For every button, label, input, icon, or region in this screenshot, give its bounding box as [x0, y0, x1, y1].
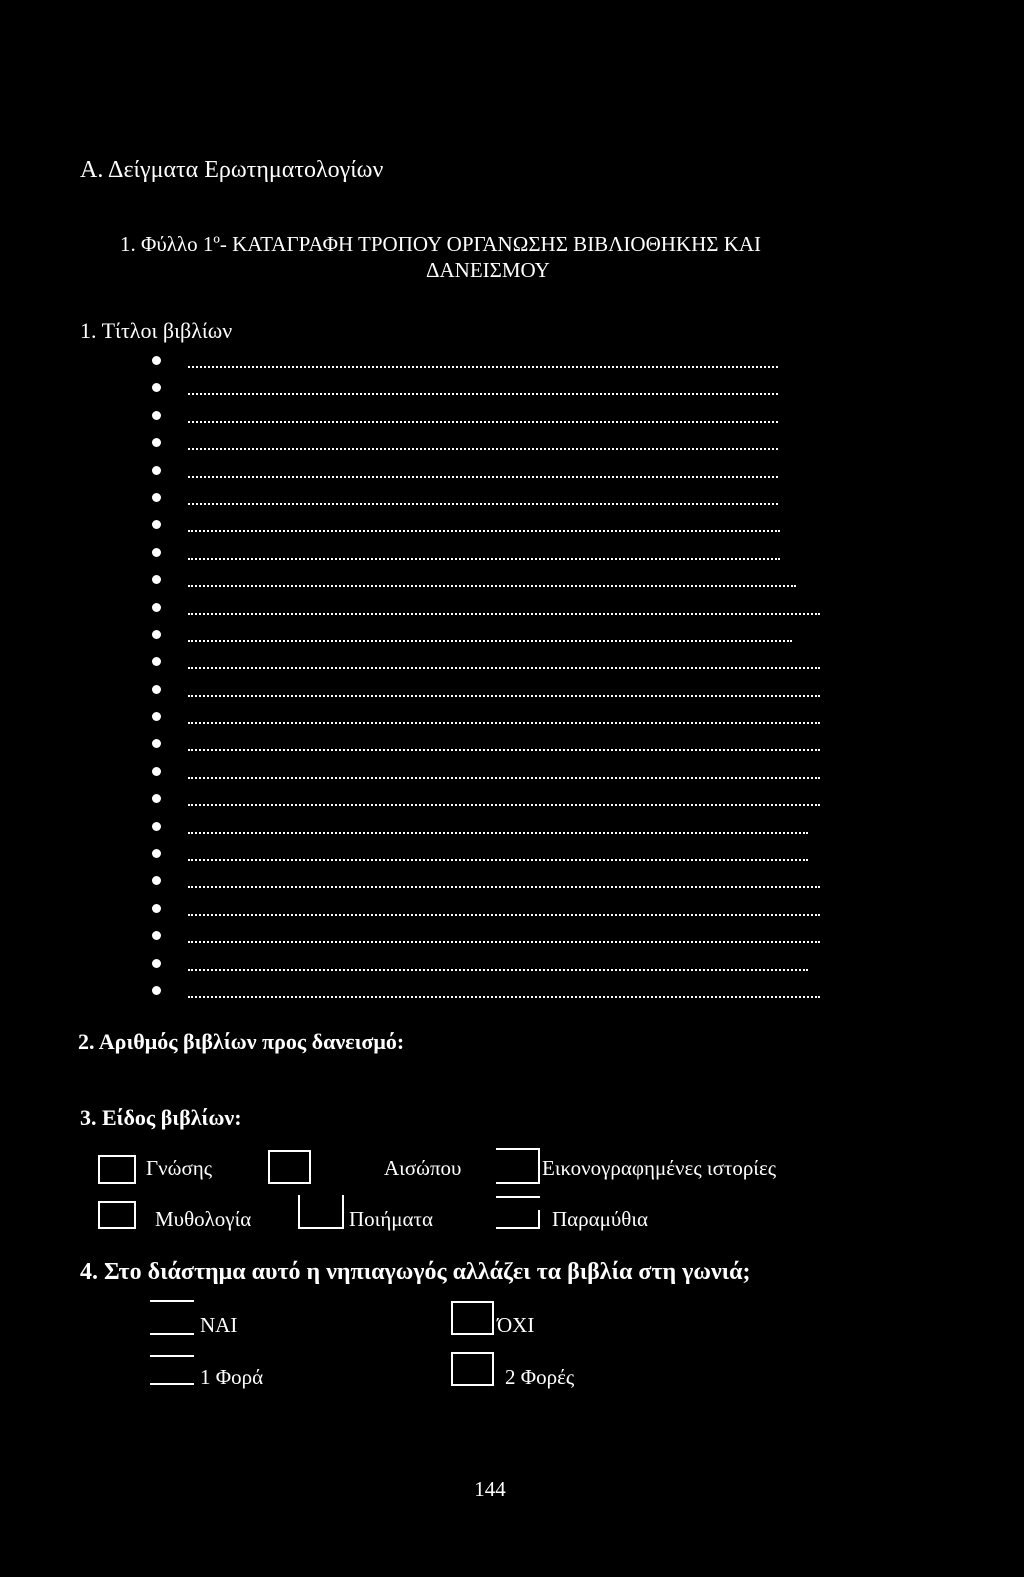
question-number-of-books: 2. Αριθμός βιβλίων προς δανεισμό:	[78, 1029, 405, 1054]
checkbox-poems-left	[298, 1195, 300, 1229]
checkbox-fairytales-top	[496, 1196, 540, 1198]
dotted-line	[188, 832, 808, 834]
checkbox-twice[interactable]	[451, 1352, 494, 1386]
page-number	[0, 1477, 1024, 1502]
form-title-line2: ΔΑΝΕΙΣΜΟΥ	[426, 258, 550, 282]
dotted-line	[188, 421, 778, 423]
option-aesop-label: Αισώπου	[384, 1156, 462, 1180]
bullet-icon	[152, 548, 161, 557]
checkbox-yes-top	[150, 1300, 194, 1302]
bullet-icon	[152, 712, 161, 721]
dotted-line	[188, 804, 820, 806]
dotted-line	[188, 366, 778, 368]
checkbox-aesop[interactable]	[268, 1150, 311, 1184]
bullet-icon	[152, 931, 161, 940]
dotted-line	[188, 749, 820, 751]
book-title-blank[interactable]	[150, 703, 830, 730]
book-title-blank[interactable]	[150, 539, 830, 566]
dotted-line	[188, 640, 792, 642]
bullet-icon	[152, 986, 161, 995]
book-title-blank[interactable]	[150, 566, 830, 593]
checkbox-once-top	[150, 1355, 194, 1357]
bullet-icon	[152, 657, 161, 666]
bullet-icon	[152, 438, 161, 447]
option-knowledge-label: Γνώσης	[146, 1156, 213, 1180]
dotted-line	[188, 996, 820, 998]
book-title-blank[interactable]	[150, 758, 830, 785]
bullet-icon	[152, 904, 161, 913]
question-book-type: 3. Είδος βιβλίων:	[80, 1105, 242, 1130]
book-title-blank[interactable]	[150, 511, 830, 538]
checkbox-once[interactable]	[150, 1383, 194, 1385]
book-title-blank[interactable]	[150, 429, 830, 456]
checkbox-illustrated-top	[496, 1148, 540, 1150]
book-title-blank[interactable]	[150, 676, 830, 703]
book-title-blank[interactable]	[150, 895, 830, 922]
book-title-blank[interactable]	[150, 730, 830, 757]
dotted-line	[188, 585, 796, 587]
book-title-blank[interactable]	[150, 374, 830, 401]
dotted-line	[188, 695, 820, 697]
book-title-blank[interactable]	[150, 867, 830, 894]
dotted-line	[188, 448, 778, 450]
bullet-icon	[152, 822, 161, 831]
bullet-icon	[152, 630, 161, 639]
bullet-icon	[152, 685, 161, 694]
question-book-titles: 1. Τίτλοι βιβλίων	[80, 318, 233, 343]
checkbox-fairytales-side	[538, 1210, 540, 1229]
book-title-blank[interactable]	[150, 977, 830, 1004]
option-once-label: 1 Φορά	[200, 1365, 264, 1389]
bullet-icon	[152, 383, 161, 392]
checkbox-yes[interactable]	[150, 1333, 194, 1335]
bullet-icon	[152, 356, 161, 365]
option-twice-label: 2 Φορές	[505, 1365, 575, 1389]
checkbox-illustrated-side	[538, 1148, 540, 1184]
bullet-icon	[152, 876, 161, 885]
dotted-line	[188, 859, 808, 861]
dotted-line	[188, 722, 820, 724]
checkbox-knowledge[interactable]	[98, 1155, 136, 1184]
page-number-text: 144	[474, 1477, 506, 1501]
dotted-line	[188, 393, 778, 395]
book-title-blank[interactable]	[150, 785, 830, 812]
dotted-line	[188, 503, 778, 505]
section-title: Α. Δείγματα Ερωτηματολογίων	[80, 157, 384, 183]
bullet-icon	[152, 493, 161, 502]
dotted-line	[188, 613, 820, 615]
book-title-blank[interactable]	[150, 457, 830, 484]
book-title-list	[150, 347, 830, 1004]
checkbox-poems[interactable]	[298, 1227, 344, 1229]
book-title-blank[interactable]	[150, 648, 830, 675]
bullet-icon	[152, 575, 161, 584]
option-mythology-label: Μυθολογία	[155, 1207, 252, 1231]
bullet-icon	[152, 603, 161, 612]
dotted-line	[188, 777, 820, 779]
dotted-line	[188, 476, 778, 478]
dotted-line	[188, 667, 820, 669]
dotted-line	[188, 941, 820, 943]
bullet-icon	[152, 411, 161, 420]
bullet-icon	[152, 849, 161, 858]
book-title-blank[interactable]	[150, 922, 830, 949]
bullet-icon	[152, 959, 161, 968]
dotted-line	[188, 914, 820, 916]
book-title-blank[interactable]	[150, 840, 830, 867]
dotted-line	[188, 886, 820, 888]
bullet-icon	[152, 466, 161, 475]
option-fairytales-label: Παραμύθια	[552, 1207, 649, 1231]
bullet-icon	[152, 794, 161, 803]
book-title-blank[interactable]	[150, 813, 830, 840]
bullet-icon	[152, 739, 161, 748]
checkbox-mythology[interactable]	[98, 1201, 136, 1229]
book-title-blank[interactable]	[150, 950, 830, 977]
book-title-blank[interactable]	[150, 347, 830, 374]
dotted-line	[188, 530, 780, 532]
checkbox-fairytales[interactable]	[496, 1227, 540, 1229]
book-title-blank[interactable]	[150, 621, 830, 648]
bullet-icon	[152, 767, 161, 776]
bullet-icon	[152, 520, 161, 529]
book-title-blank[interactable]	[150, 402, 830, 429]
checkbox-illustrated[interactable]	[496, 1182, 540, 1184]
checkbox-poems-right	[342, 1195, 344, 1229]
book-title-blank[interactable]	[150, 594, 830, 621]
option-poems-label: Ποιήματα	[349, 1207, 433, 1231]
checkbox-no[interactable]	[451, 1301, 494, 1335]
dotted-line	[188, 969, 808, 971]
dotted-line	[188, 558, 780, 560]
form-title-line1: 1. Φύλλο 1º- ΚΑΤΑΓΡΑΦΗ ΤΡΟΠΟΥ ΟΡΓΑΝΩΣΗΣ ΒΙΒΛΙΟΘΗΚΗΣ ΚΑΙ	[120, 232, 762, 256]
option-illustrated-label: Εικονογραφημένες ιστορίες	[542, 1156, 777, 1180]
question-book-change: 4. Στο διάστημα αυτό η νηπιαγωγός αλλάζει τα βιβλία στη γωνιά;	[80, 1259, 751, 1285]
option-no-label: ΌΧΙ	[497, 1313, 535, 1337]
option-yes-label: ΝΑΙ	[200, 1313, 238, 1337]
book-title-blank[interactable]	[150, 484, 830, 511]
